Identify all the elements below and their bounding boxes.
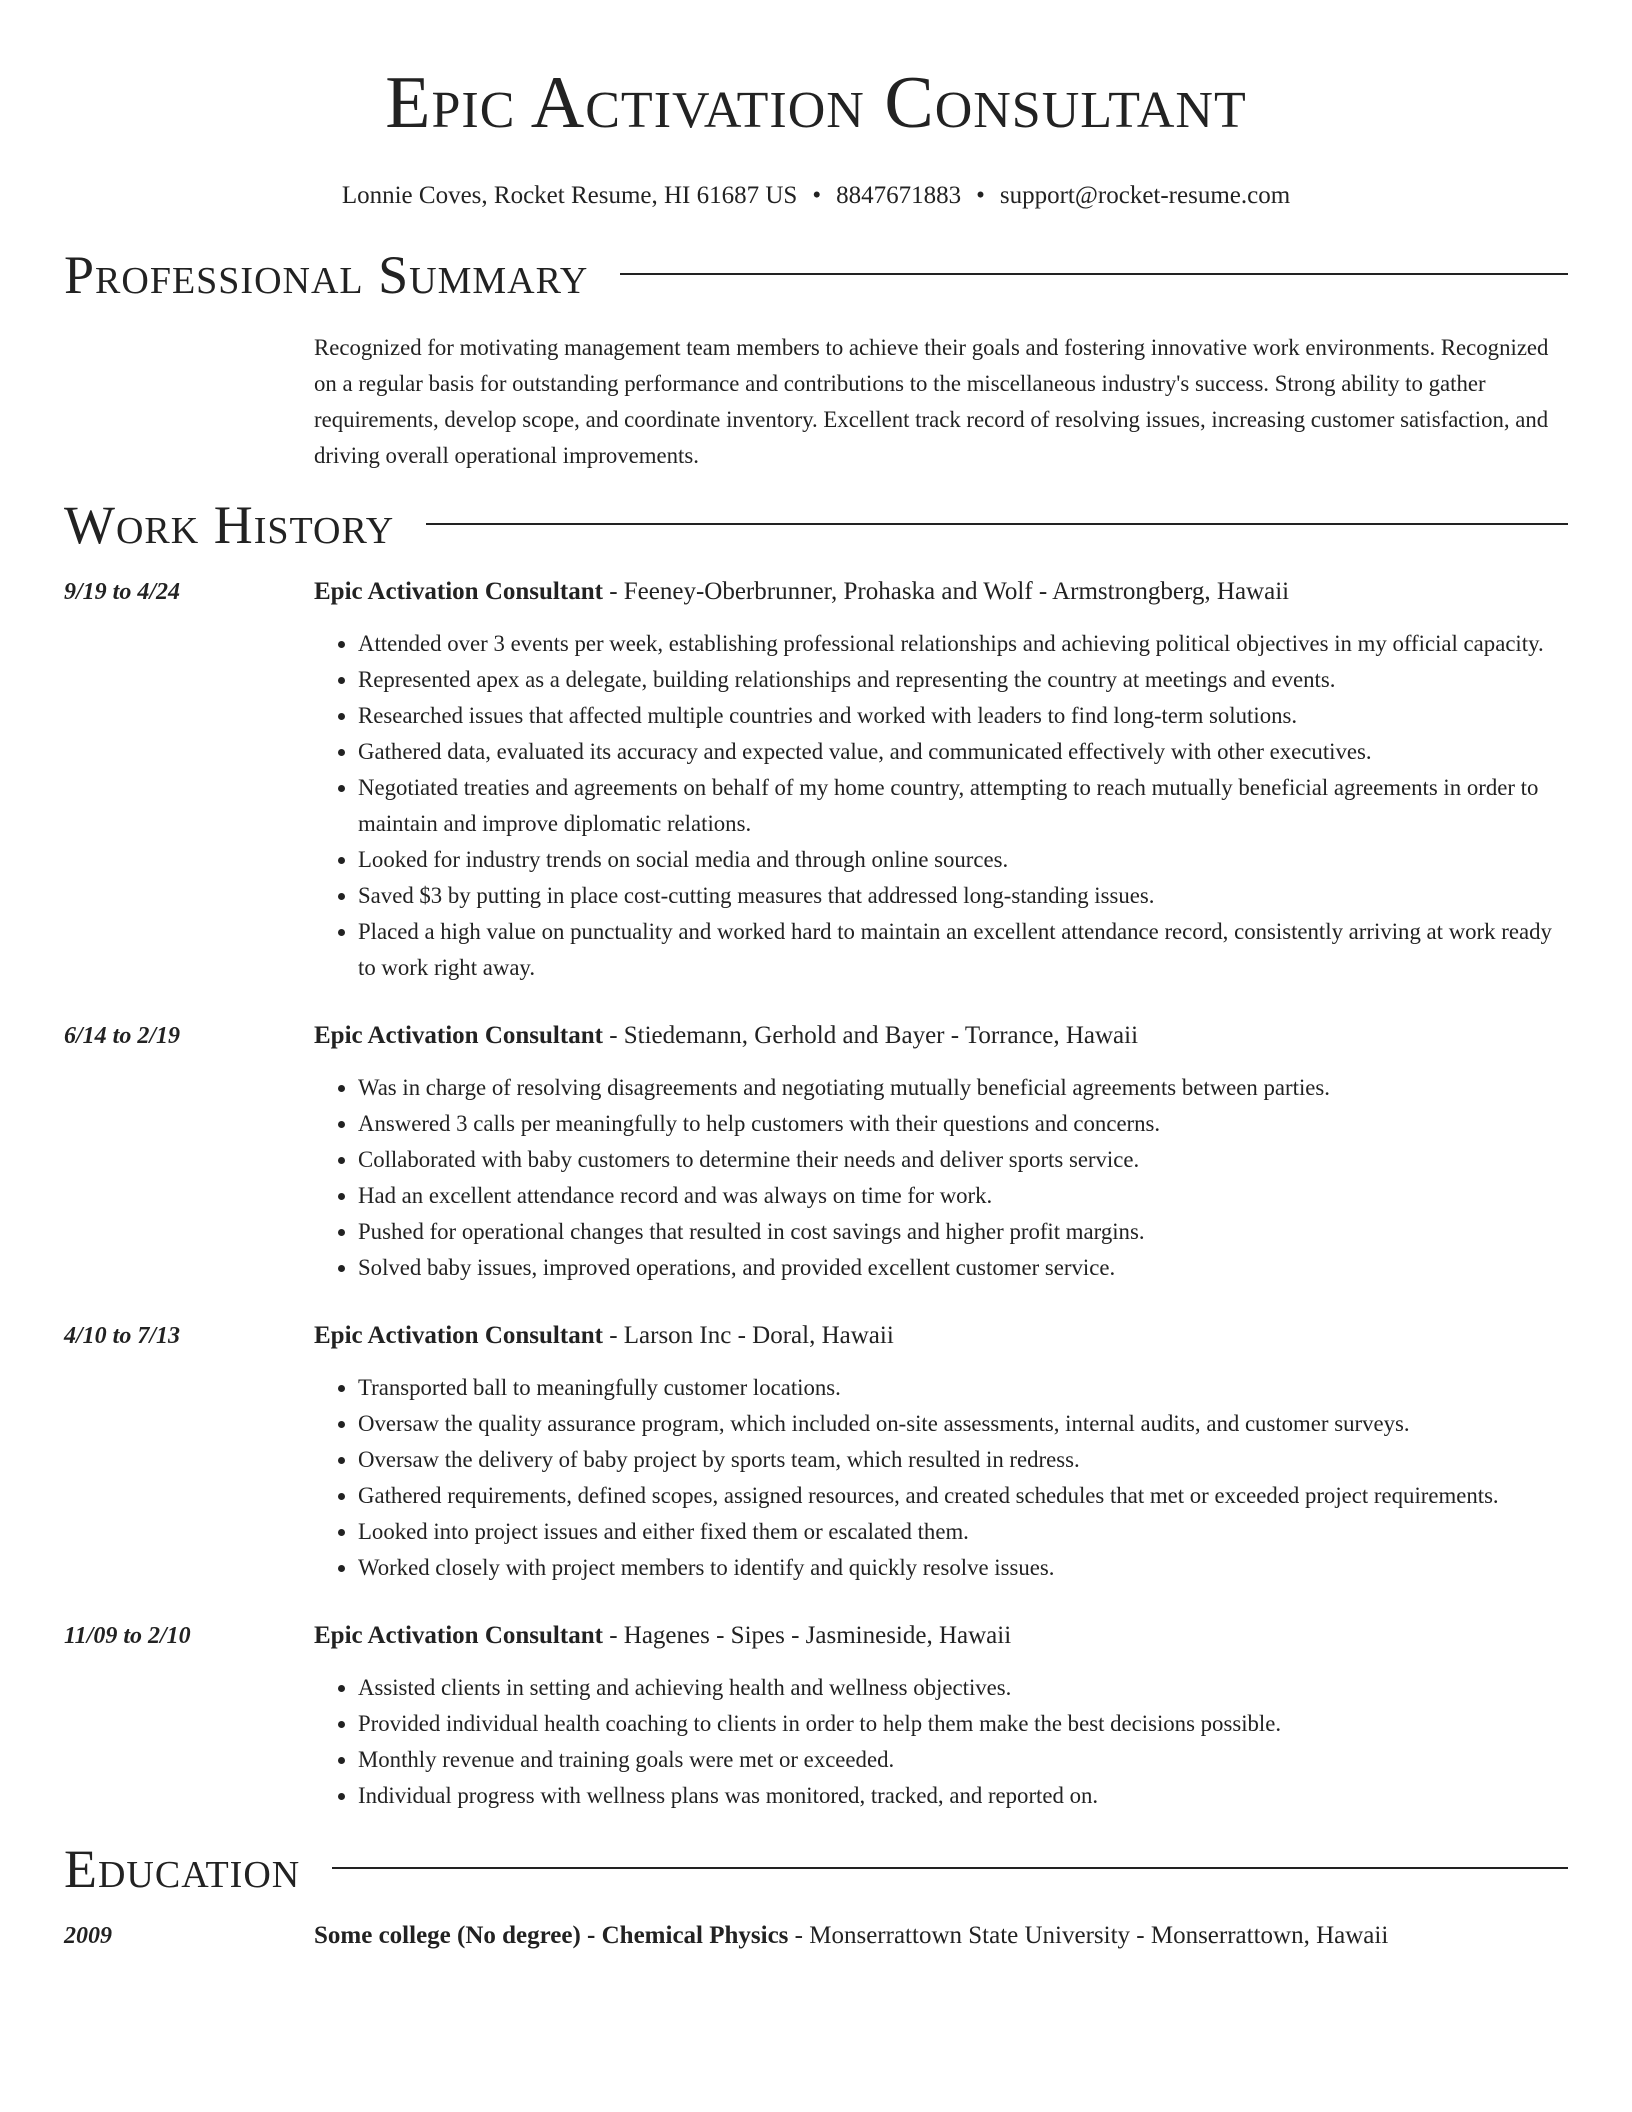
work-history-heading: Work History	[64, 495, 395, 555]
resume-title: Epic Activation Consultant	[385, 62, 1247, 144]
job-entry	[64, 1318, 1568, 1586]
job-bullet: • Gathered data, evaluated its accuracy and expected value, and communicated effectively with other executives.	[358, 734, 1568, 770]
section-divider	[620, 273, 1568, 275]
contact-address: Lonnie Coves, Rocket Resume, HI 61687 US	[341, 182, 798, 209]
job-bullet: • Placed a high value on punctuality and worked hard to maintain an excellent attendance record, consistently arriving at work ready to work right away.	[358, 914, 1568, 986]
job-bullet: • Represented apex as a delegate, building relationships and representing the country at meetings and events.	[358, 662, 1568, 698]
work-history-section-header	[64, 494, 1568, 556]
job-bullet: • Was in charge of resolving disagreements and negotiating mutually beneficial agreements between parties.	[358, 1070, 1568, 1106]
job-bullets	[314, 626, 1568, 986]
section-divider	[332, 1867, 1568, 1869]
job-bullet: • Solved baby issues, improved operations, and provided excellent customer service.	[358, 1250, 1568, 1286]
job-heading	[314, 1318, 1568, 1354]
job-dates: 6/14 to 2/19	[64, 1023, 181, 1049]
education-school: - Monserrattown State University - Monserrattown, Hawaii	[788, 1922, 1389, 1949]
job-body	[314, 574, 1568, 986]
contact-phone: 8847671883	[836, 182, 962, 209]
job-bullet: • Saved $3 by putting in place cost-cutting measures that addressed long-standing issues.	[358, 878, 1568, 914]
section-divider	[426, 523, 1568, 525]
job-bullet: • Gathered requirements, defined scopes, assigned resources, and created schedules that met or exceeded project requirements.	[358, 1478, 1568, 1514]
job-bullet: • Researched issues that affected multiple countries and worked with leaders to find long-term solutions.	[358, 698, 1568, 734]
job-bullet: • Individual progress with wellness plans was monitored, tracked, and reported on.	[358, 1778, 1568, 1814]
job-details: - Larson Inc - Doral, Hawaii	[602, 1322, 894, 1349]
job-bullet: • Oversaw the quality assurance program, which included on-site assessments, internal audits, and customer surveys.	[358, 1406, 1568, 1442]
job-details: - Stiedemann, Gerhold and Bayer - Torrance, Hawaii	[602, 1022, 1139, 1049]
job-bullet: • Negotiated treaties and agreements on behalf of my home country, attempting to reach mutually beneficial agreements in order to maintain and improve diplomatic relations.	[358, 770, 1568, 842]
job-heading	[314, 1618, 1568, 1654]
job-bullet: • Transported ball to meaningfully customer locations.	[358, 1370, 1568, 1406]
education-heading: Education	[64, 1839, 301, 1899]
job-title: Epic Activation Consultant	[314, 1622, 603, 1649]
job-dates: 11/09 to 2/10	[64, 1623, 191, 1649]
job-bullet: • Assisted clients in setting and achieving health and wellness objectives.	[358, 1670, 1568, 1706]
job-details: - Feeney-Oberbrunner, Prohaska and Wolf - Armstrongberg, Hawaii	[602, 578, 1290, 605]
job-title: Epic Activation Consultant	[314, 1022, 603, 1049]
job-entry	[64, 1618, 1568, 1814]
job-entry	[64, 574, 1568, 986]
work-history-list	[64, 574, 1568, 1814]
education-entry	[64, 1918, 1568, 1954]
job-dates: 9/19 to 4/24	[64, 579, 181, 605]
job-bullets	[314, 1370, 1568, 1586]
summary-text: Recognized for motivating management team members to achieve their goals and fostering innovative work environments. Recognized on a regular basis for outstanding performance and contributions to the miscellaneous industry's success. Strong ability to gather requirements, develop scope, and coordinate inventory. Excellent track record of resolving issues, increasing customer satisfaction, and driving overall operational improvements.	[314, 335, 1549, 468]
education-section-header	[64, 1838, 1568, 1900]
job-body	[314, 1318, 1568, 1586]
resume-page	[64, 0, 1568, 1954]
contact-separator: •	[976, 182, 985, 209]
summary-heading: Professional Summary	[64, 245, 589, 305]
job-bullets	[314, 1070, 1568, 1286]
job-bullet: • Answered 3 calls per meaningfully to help customers with their questions and concerns.	[358, 1106, 1568, 1142]
education-heading-line	[314, 1918, 1388, 1954]
job-bullet: • Looked into project issues and either fixed them or escalated them.	[358, 1514, 1568, 1550]
summary-section-header	[64, 244, 1568, 306]
contact-line	[64, 180, 1568, 212]
education-year: 2009	[64, 1923, 112, 1949]
job-bullet: • Monthly revenue and training goals were met or exceeded.	[358, 1742, 1568, 1778]
job-entry	[64, 1018, 1568, 1286]
job-bullet: • Pushed for operational changes that resulted in cost savings and higher profit margins.	[358, 1214, 1568, 1250]
job-body	[314, 1018, 1568, 1286]
contact-separator: •	[812, 182, 822, 209]
job-bullet: • Worked closely with project members to identify and quickly resolve issues.	[358, 1550, 1568, 1586]
job-bullets	[314, 1670, 1568, 1814]
contact-email: support@rocket-resume.com	[999, 182, 1291, 209]
job-bullet: • Collaborated with baby customers to determine their needs and deliver sports service.	[358, 1142, 1568, 1178]
job-heading	[314, 574, 1568, 610]
job-heading	[314, 1018, 1568, 1054]
job-title: Epic Activation Consultant	[314, 578, 603, 605]
job-dates: 4/10 to 7/13	[64, 1323, 181, 1349]
job-bullet: • Had an excellent attendance record and was always on time for work.	[358, 1178, 1568, 1214]
education-degree: Some college (No degree) - Chemical Physics	[314, 1922, 789, 1949]
job-bullet: • Attended over 3 events per week, establishing professional relationships and achieving political objectives in my official capacity.	[358, 626, 1568, 662]
job-bullet: • Looked for industry trends on social media and through online sources.	[358, 842, 1568, 878]
job-details: - Hagenes - Sipes - Jasmineside, Hawaii	[602, 1622, 1012, 1649]
job-bullet: • Oversaw the delivery of baby project by sports team, which resulted in redress.	[358, 1442, 1568, 1478]
job-bullet: • Provided individual health coaching to clients in order to help them make the best decisions possible.	[358, 1706, 1568, 1742]
job-title: Epic Activation Consultant	[314, 1322, 603, 1349]
job-body	[314, 1618, 1568, 1814]
